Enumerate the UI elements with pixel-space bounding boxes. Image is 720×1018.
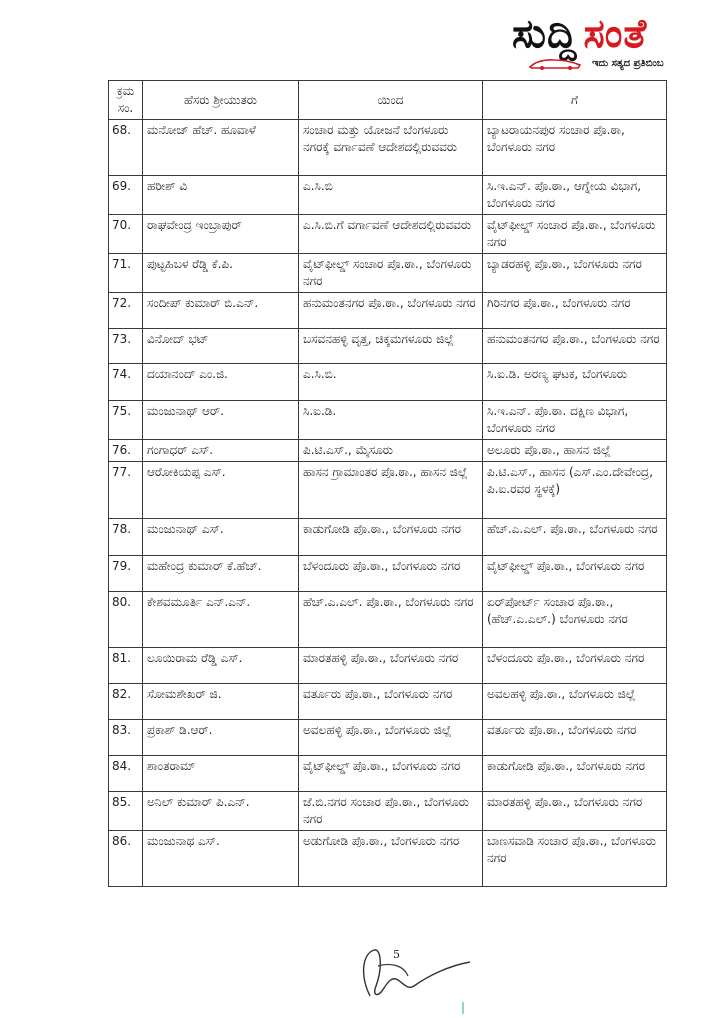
header-name: ಹೆಸರು ಶ್ರೀಯುತರು	[143, 81, 299, 120]
row-officer-name: ಪ್ರಕಾಶ್ ಡಿ.ಆರ್.	[143, 720, 299, 756]
row-from-posting: ವೈಟ್‌ಫೀಲ್ಡ್ ಸಂಚಾರ ಪೊ.ಠಾ., ಬೆಂಗಳೂರು ನಗರ	[299, 254, 483, 293]
row-from-posting: ಅವಲಹಳ್ಳಿ ಪೊ.ಠಾ., ಬೆಂಗಳೂರು ಜಿಲ್ಲೆ	[299, 720, 483, 756]
row-officer-name: ಮಂಜುನಾಥ ಎಸ್.	[143, 831, 299, 887]
table-row	[109, 215, 667, 254]
row-officer-name: ಅನಿಲ್ ಕುಮಾರ್ ಪಿ.ಎನ್.	[143, 792, 299, 831]
row-to-posting: ವರ್ತೂರು ಪೊ.ಠಾ., ಬೆಂಗಳೂರು ನಗರ	[483, 720, 667, 756]
table-row	[109, 176, 667, 215]
car-icon	[528, 56, 584, 70]
logo-tagline: ಇದು ಸತ್ಯದ ಪ್ರತಿಬಿಂಬ	[592, 58, 664, 69]
row-from-posting: ಮಾರತಹಳ್ಳಿ ಪೊ.ಠಾ., ಬೆಂಗಳೂರು ನಗರ	[299, 648, 483, 684]
row-officer-name: ಮಂಜುನಾಥ್ ಎಸ್.	[143, 519, 299, 556]
row-from-posting: ಬಸವನಹಳ್ಳಿ ವೃತ್ತ, ಚಿಕ್ಕಮಗಳೂರು ಜಿಲ್ಲೆ	[299, 329, 483, 364]
row-from-posting: ಹಾಸನ ಗ್ರಾಮಾಂತರ ಪೊ.ಠಾ., ಹಾಸನ ಜಿಲ್ಲೆ	[299, 462, 483, 519]
row-from-posting: ಹನುಮಂತನಗರ ಪೊ.ಠಾ., ಬೆಂಗಳೂರು ನಗರ	[299, 293, 483, 329]
logo-word-2: ಸಂತೆ	[583, 11, 648, 57]
row-serial-number: 85.	[109, 792, 143, 831]
row-serial-number: 78.	[109, 519, 143, 556]
table-row	[109, 329, 667, 364]
row-from-posting: ಸಂಚಾರ ಮತ್ತು ಯೋಜನೆ ಬೆಂಗಳೂರು ನಗರಕ್ಕೆ ವರ್ಗಾವಣೆ ಆದೇಶದಲ್ಲಿರುವವರು	[299, 120, 483, 176]
row-serial-number: 76.	[109, 440, 143, 462]
row-to-posting: ಪಿ.ಟಿ.ಎಸ್., ಹಾಸನ (ಎಸ್.ಎಂ.ದೇವೇಂದ್ರ, ಪಿ.ಐ.ರವರ ಸ್ಥಳಕ್ಕೆ)	[483, 462, 667, 519]
row-serial-number: 74.	[109, 364, 143, 401]
row-officer-name: ಗಂಗಾಧರ್ ಎಸ್.	[143, 440, 299, 462]
row-from-posting: ಎ.ಸಿ.ಬಿ	[299, 176, 483, 215]
table-row	[109, 519, 667, 556]
row-serial-number: 77.	[109, 462, 143, 519]
row-serial-number: 80.	[109, 592, 143, 648]
table-header-row	[109, 81, 667, 120]
row-officer-name: ಮನೋಜ್ ಹೆಚ್. ಹೂವಾಳೆ	[143, 120, 299, 176]
row-from-posting: ಎ.ಸಿ.ಬಿ.	[299, 364, 483, 401]
table-row	[109, 648, 667, 684]
row-serial-number: 68.	[109, 120, 143, 176]
row-officer-name: ದಯಾನಂದ್ ಎಂ.ಜಿ.	[143, 364, 299, 401]
table-row	[109, 254, 667, 293]
table-row	[109, 684, 667, 720]
row-to-posting: ಮಾರತಹಳ್ಳಿ ಪೊ.ಠಾ., ಬೆಂಗಳೂರು ನಗರ	[483, 792, 667, 831]
row-to-posting: ಅಲೂರು ಪೊ.ಠಾ., ಹಾಸನ ಜಿಲ್ಲೆ	[483, 440, 667, 462]
row-officer-name: ಕೇಶವಮೂರ್ತಿ ಎನ್.ಎನ್.	[143, 592, 299, 648]
row-serial-number: 72.	[109, 293, 143, 329]
table-row	[109, 831, 667, 887]
page-number: 5	[393, 948, 400, 961]
row-serial-number: 79.	[109, 556, 143, 592]
table-row	[109, 756, 667, 792]
row-to-posting: ಹನುಮಂತನಗರ ಪೊ.ಠಾ., ಬೆಂಗಳೂರು ನಗರ	[483, 329, 667, 364]
row-from-posting: ವರ್ತೂರು ಪೊ.ಠಾ., ಬೆಂಗಳೂರು ನಗರ	[299, 684, 483, 720]
table-row	[109, 364, 667, 401]
row-officer-name: ವಿನೋದ್ ಭಟ್	[143, 329, 299, 364]
row-from-posting: ಹೆಚ್.ಎ.ಎಲ್. ಪೊ.ಠಾ., ಬೆಂಗಳೂರು ನಗರ	[299, 592, 483, 648]
row-to-posting: ಸಿ.ಇ.ಎನ್. ಪೊ.ಠಾ., ಆಗ್ನೇಯ ವಿಭಾಗ, ಬೆಂಗಳೂರು ನಗರ	[483, 176, 667, 215]
table-row	[109, 556, 667, 592]
row-from-posting: ಪಿ.ಟಿ.ಎಸ್., ಮೈಸೂರು	[299, 440, 483, 462]
table-row	[109, 592, 667, 648]
table-row	[109, 440, 667, 462]
row-from-posting: ವೈಟ್‌ಫೀಲ್ಡ್ ಪೊ.ಠಾ., ಬೆಂಗಳೂರು ನಗರ	[299, 756, 483, 792]
row-serial-number: 70.	[109, 215, 143, 254]
row-to-posting: ಬ್ಯಾಟರಾಯನಪುರ ಸಂಚಾರ ಪೊ.ಠಾ, ಬೆಂಗಳೂರು ನಗರ	[483, 120, 667, 176]
scan-mark	[462, 1002, 464, 1014]
row-serial-number: 82.	[109, 684, 143, 720]
row-serial-number: 86.	[109, 831, 143, 887]
row-to-posting: ಹೆಚ್.ಎ.ಎಲ್. ಪೊ.ಠಾ., ಬೆಂಗಳೂರು ನಗರ	[483, 519, 667, 556]
row-officer-name: ಪುಟ್ಟಹಿಬಳ ರೆಡ್ಡಿ ಕೆ.ಪಿ.	[143, 254, 299, 293]
row-to-posting: ಗಿರಿನಗರ ಪೊ.ಠಾ., ಬೆಂಗಳೂರು ನಗರ	[483, 293, 667, 329]
row-from-posting: ಜೆ.ಬಿ.ನಗರ ಸಂಚಾರ ಪೊ.ಠಾ., ಬೆಂಗಳೂರು ನಗರ	[299, 792, 483, 831]
row-from-posting: ಕಾಡುಗೋಡಿ ಪೊ.ಠಾ., ಬೆಂಗಳೂರು ನಗರ	[299, 519, 483, 556]
row-officer-name: ಲೂಯಿರಾಮ ರೆಡ್ಡಿ ಎಸ್.	[143, 648, 299, 684]
header-from: ಯಿಂದ	[299, 81, 483, 120]
table-row	[109, 792, 667, 831]
row-from-posting: ಎ.ಸಿ.ಬಿ.ಗೆ ವರ್ಗಾವಣೆ ಆದೇಶದಲ್ಲಿರುವವರು	[299, 215, 483, 254]
row-serial-number: 75.	[109, 401, 143, 440]
row-officer-name: ಹರೀಶ್ ವಿ	[143, 176, 299, 215]
row-serial-number: 81.	[109, 648, 143, 684]
row-serial-number: 84.	[109, 756, 143, 792]
row-to-posting: ಏರ್‌ಪೋರ್ಟ್ ಸಂಚಾರ ಪೊ.ಠಾ., (ಹೆಚ್.ಎ.ಎಲ್.) ಬೆಂಗಳೂರು ನಗರ	[483, 592, 667, 648]
row-to-posting: ಸಿ.ಐ.ಡಿ. ಅರಣ್ಯ ಘಟಕ, ಬೆಂಗಳೂರು	[483, 364, 667, 401]
header-to: ಗೆ	[483, 81, 667, 120]
table-row	[109, 293, 667, 329]
table-row	[109, 462, 667, 519]
row-officer-name: ರಾಘವೇಂದ್ರ ಇಂಬ್ರಾಪುರ್	[143, 215, 299, 254]
row-officer-name: ಆರೋಕಿಯಪ್ಪ ಎಸ್.	[143, 462, 299, 519]
row-to-posting: ಕಾಡುಗೋಡಿ ಪೊ.ಠಾ., ಬೆಂಗಳೂರು ನಗರ	[483, 756, 667, 792]
row-from-posting: ಅಡುಗೋಡಿ ಪೊ.ಠಾ., ಬೆಂಗಳೂರು ನಗರ	[299, 831, 483, 887]
row-to-posting: ಅವಲಹಳ್ಳಿ ಪೊ.ಠಾ., ಬೆಂಗಳೂರು ಜಿಲ್ಲೆ	[483, 684, 667, 720]
row-officer-name: ಮಹೇಂದ್ರ ಕುಮಾರ್ ಕೆ.ಹೆಚ್.	[143, 556, 299, 592]
row-to-posting: ವೈಟ್‌ಫೀಲ್ಡ್ ಪೊ.ಠಾ., ಬೆಂಗಳೂರು ನಗರ	[483, 556, 667, 592]
row-serial-number: 83.	[109, 720, 143, 756]
table-row	[109, 401, 667, 440]
table-row	[109, 120, 667, 176]
row-officer-name: ಸಂದೀಪ್ ಕುಮಾರ್ ಬಿ.ಎನ್.	[143, 293, 299, 329]
transfer-table	[108, 80, 667, 887]
row-serial-number: 69.	[109, 176, 143, 215]
row-to-posting: ಸಿ.ಇ.ಎನ್. ಪೊ.ಠಾ. ದಕ್ಷಿಣ ವಿಭಾಗ, ಬೆಂಗಳೂರು ನಗರ	[483, 401, 667, 440]
row-to-posting: ಬಾಣಸವಾಡಿ ಸಂಚಾರ ಪೊ.ಠಾ., ಬೆಂಗಳೂರು ನಗರ	[483, 831, 667, 887]
logo-word-1: ಸುದ್ದಿ	[512, 11, 578, 57]
row-officer-name: ಸೋಮಶೇಖರ್ ಜಿ.	[143, 684, 299, 720]
header-serial-number: ಕ್ರಮ ಸಂ.	[109, 81, 143, 120]
logo-wordmark	[512, 10, 647, 58]
row-officer-name: ಮಂಜುನಾಥ್ ಆರ್.	[143, 401, 299, 440]
row-to-posting: ವೈಟ್‌ಫೀಲ್ಡ್ ಸಂಚಾರ ಪೊ.ಠಾ., ಬೆಂಗಳೂರು ನಗರ	[483, 215, 667, 254]
row-officer-name: ಶಾಂತರಾಮ್	[143, 756, 299, 792]
table-row	[109, 720, 667, 756]
row-serial-number: 73.	[109, 329, 143, 364]
signature	[348, 936, 478, 1006]
row-to-posting: ಬೆಳಂದೂರು ಪೊ.ಠಾ., ಬೆಂಗಳೂರು ನಗರ	[483, 648, 667, 684]
sudhi-sante-logo	[508, 12, 712, 72]
row-to-posting: ಬ್ಯಾಡರಹಳ್ಳಿ ಪೊ.ಠಾ., ಬೆಂಗಳೂರು ನಗರ	[483, 254, 667, 293]
row-from-posting: ಬೆಳಂದೂರು ಪೊ.ಠಾ., ಬೆಂಗಳೂರು ನಗರ	[299, 556, 483, 592]
row-serial-number: 71.	[109, 254, 143, 293]
row-from-posting: ಸಿ.ಐ.ಡಿ.	[299, 401, 483, 440]
